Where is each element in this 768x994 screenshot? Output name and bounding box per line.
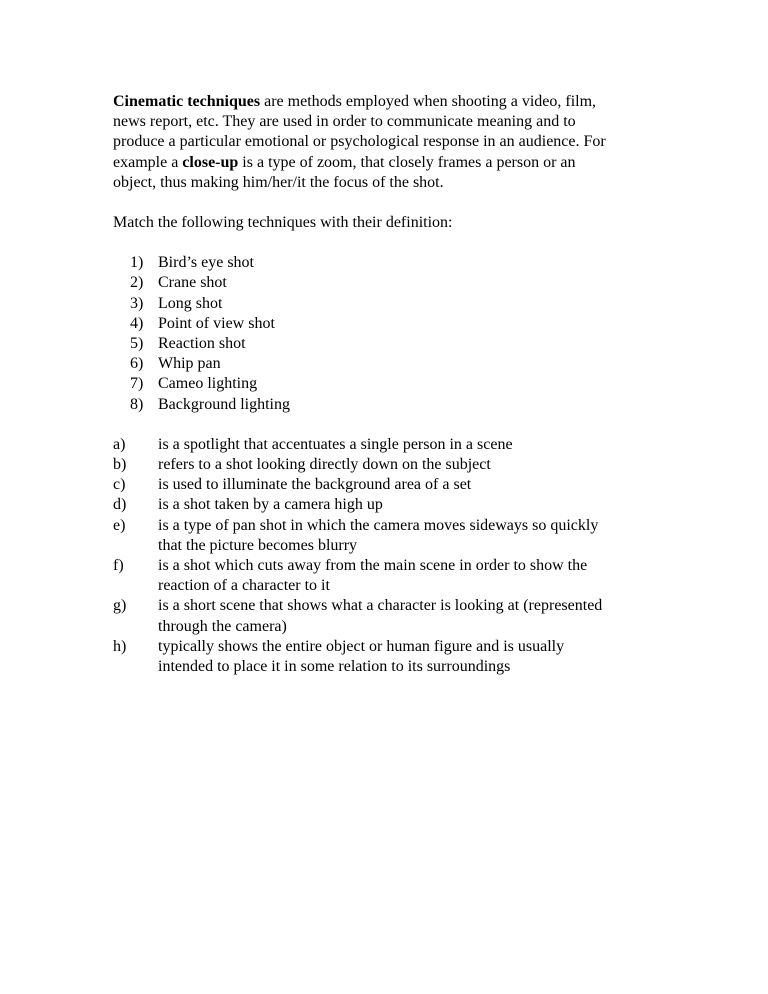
item-marker: c) [113, 476, 126, 494]
term-close-up: close-up [182, 153, 239, 171]
technique-item [113, 334, 673, 354]
technique-item [113, 395, 673, 415]
item-marker: b) [113, 456, 127, 474]
definition-line-continued: through the camera) [158, 617, 287, 635]
definition-item [113, 516, 673, 556]
technique-text: Point of view shot [158, 314, 275, 332]
definition-item [113, 435, 673, 455]
instruction-text: Match the following techniques with their definition: [113, 214, 453, 232]
definition-line-continued: intended to place it in some relation to its surroundings [158, 658, 511, 676]
item-marker: 6) [130, 355, 144, 373]
technique-text: Long shot [158, 294, 223, 312]
technique-item [113, 294, 673, 314]
technique-text: Crane shot [158, 274, 227, 292]
item-marker: 1) [130, 254, 144, 272]
item-marker: 7) [130, 375, 144, 393]
techniques-list [113, 253, 673, 415]
intro-line-4-before: example a [113, 153, 183, 171]
intro-line-1 [113, 92, 673, 112]
definition-line: is a short scene that shows what a character is looking at (represented [158, 597, 603, 615]
item-marker: d) [113, 496, 127, 514]
definition-line: is a shot taken by a camera high up [158, 496, 383, 514]
item-marker: g) [113, 597, 127, 615]
definition-item [113, 637, 673, 677]
technique-text: Bird’s eye shot [158, 254, 254, 272]
item-marker: 3) [130, 294, 144, 312]
intro-line-3: produce a particular emotional or psychological response in an audience. For [113, 133, 606, 151]
definition-item [113, 475, 673, 495]
intro-line-2: news report, etc. They are used in order to communicate meaning and to [113, 113, 576, 131]
technique-text: Cameo lighting [158, 375, 258, 393]
item-marker: h) [113, 637, 127, 655]
definition-item [113, 596, 673, 636]
technique-item [113, 314, 673, 334]
definitions-list [113, 435, 673, 677]
item-marker: 5) [130, 335, 144, 353]
definition-line-continued: reaction of a character to it [158, 577, 330, 595]
technique-text: Whip pan [158, 355, 221, 373]
technique-item [113, 374, 673, 394]
item-marker: 4) [130, 314, 144, 332]
definition-item [113, 556, 673, 596]
item-marker: a) [113, 435, 126, 453]
item-marker: 8) [130, 395, 144, 413]
definition-line: typically shows the entire object or human figure and is usually [158, 637, 565, 655]
technique-text: Background lighting [158, 395, 290, 413]
definition-line: is used to illuminate the background area of a set [158, 476, 472, 494]
item-marker: f) [113, 557, 124, 575]
intro-line-1-text: are methods employed when shooting a video, film, [260, 93, 597, 110]
technique-item [113, 273, 673, 293]
definition-line: refers to a shot looking directly down on the subject [158, 456, 491, 474]
intro-line-5: object, thus making him/her/it the focus of the shot. [113, 173, 444, 191]
technique-item [113, 354, 673, 374]
definition-item [113, 455, 673, 475]
intro-paragraph [113, 92, 673, 193]
definition-item [113, 495, 673, 515]
item-marker: 2) [130, 274, 144, 292]
definition-line: is a type of pan shot in which the camera moves sideways so quickly [158, 516, 599, 534]
definition-line-continued: that the picture becomes blurry [158, 536, 358, 554]
definition-line: is a shot which cuts away from the main scene in order to show the [158, 557, 588, 575]
term-cinematic-techniques: Cinematic techniques [113, 93, 261, 110]
intro-line-4-after: is a type of zoom, that closely frames a person or an [238, 153, 576, 171]
intro-line-4 [113, 153, 673, 173]
document-page [113, 92, 673, 677]
technique-item [113, 253, 673, 273]
item-marker: e) [113, 516, 126, 534]
technique-text: Reaction shot [158, 335, 246, 353]
definition-line: is a spotlight that accentuates a single person in a scene [158, 435, 513, 453]
